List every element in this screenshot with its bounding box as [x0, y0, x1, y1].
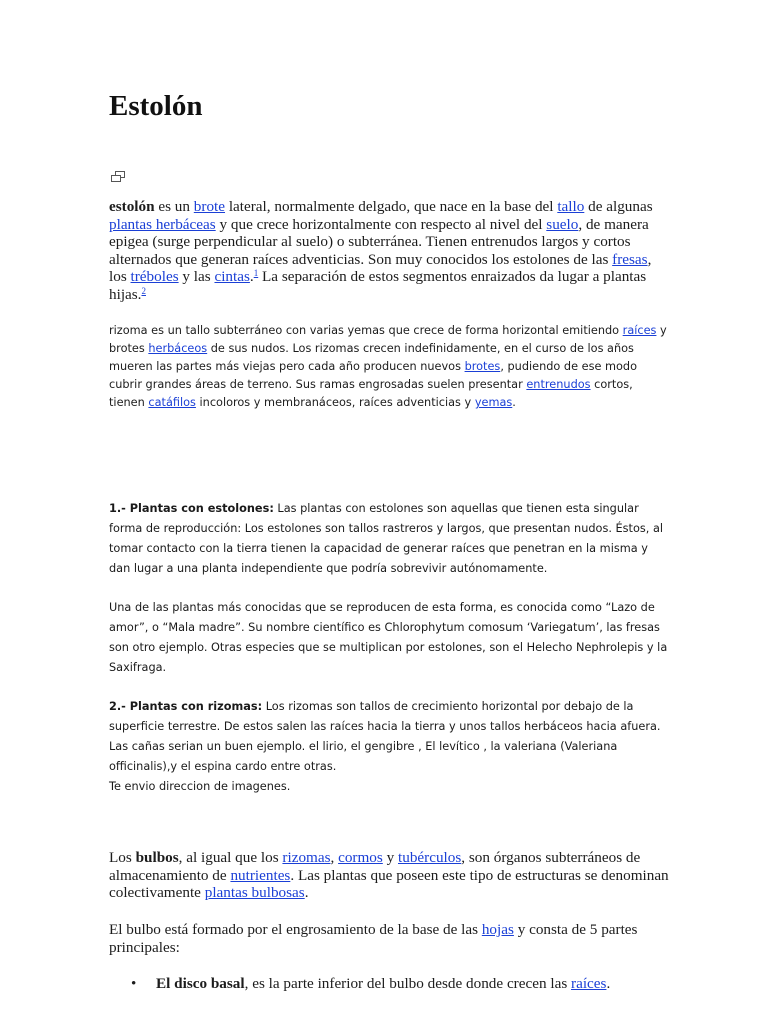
paragraph-plantas-rizomas: [109, 697, 669, 797]
paragraph-plantas-estolones: [109, 499, 669, 579]
text: , es la parte inferior del bulbo desde donde crecen las: [244, 975, 572, 992]
term-estolon: estolón: [109, 198, 155, 215]
link-treboles[interactable]: tréboles: [130, 268, 179, 286]
term-bulbos: bulbos: [135, 849, 179, 866]
text: .: [304, 884, 309, 902]
footnote-1-link[interactable]: 1: [253, 268, 259, 279]
text: incoloros y membranáceos, raíces adventicias y: [195, 396, 475, 409]
link-cormos[interactable]: cormos: [338, 849, 383, 866]
link-cintas[interactable]: cintas: [214, 268, 250, 286]
paragraph-lazo-de-amor: [109, 598, 669, 678]
link-raices-bulbo[interactable]: raíces: [571, 975, 607, 992]
paragraph-bulbos: [109, 849, 669, 902]
text: cortos, tienen: [109, 378, 633, 409]
link-tallo[interactable]: tallo: [557, 198, 585, 215]
link-plantas-herbaceas[interactable]: plantas herbáceas: [109, 215, 216, 233]
paragraph-rizoma: [109, 322, 669, 412]
text: Los rizomas son tallos de crecimiento horizontal por debajo de la superficie terrestre. De estos salen las raíces hacia la tierra y unos tallos herbáceos hacia afuera. Las cañas serian un buen ejemplo. el lirio, el gengibre , El levítico , la valeriana (Valeriana officinalis),y el espina cardo entre otras.: [109, 700, 661, 773]
list-item-text: [156, 975, 610, 993]
link-brote[interactable]: brote: [193, 198, 226, 215]
link-brotes[interactable]: brotes: [464, 360, 501, 373]
heading-plantas-rizomas: 2.- Plantas con rizomas:: [109, 700, 263, 713]
text: Las plantas con estolones son aquellas que tienen esta singular forma de reproducción: Los estolones son tallos rastreros y largos, que presentan nudos. Éstos, al tomar contacto con la tierra tienen la capacidad de generar raíces que penetran en la misma y dan lugar a una planta independiente que podría sobrevivir autónomamente.: [109, 502, 664, 575]
text: y las: [178, 268, 215, 286]
text: . Las plantas que poseen este tipo de estructuras se denominan colectivamente: [109, 866, 669, 902]
bullet-icon: •: [131, 975, 137, 992]
text: lateral, normalmente delgado, que nace en la base del: [225, 198, 558, 215]
heading-plantas-estolones: 1.- Plantas con estolones:: [109, 502, 274, 515]
link-plantas-bulbosas[interactable]: plantas bulbosas: [204, 884, 305, 902]
link-rizomas[interactable]: rizomas: [282, 849, 331, 866]
text: y que crece horizontalmente con respecto al nivel del: [215, 215, 547, 233]
link-fresas[interactable]: fresas: [612, 250, 648, 268]
broken-image-icon: [111, 169, 125, 180]
footnote-2-link[interactable]: 2: [141, 285, 146, 296]
paragraph-estolon: [109, 198, 659, 304]
link-entrenudos[interactable]: entrenudos: [526, 378, 591, 391]
text: , al igual que los: [178, 849, 283, 866]
text: y brotes: [109, 324, 667, 355]
text: , son órganos subterráneos de almacenamiento de: [109, 849, 641, 884]
link-tuberculos[interactable]: tubérculos: [398, 849, 462, 866]
paragraph-bulbo-partes: [109, 921, 669, 956]
text: Una de las plantas más conocidas que se reproducen de esta forma, es conocida como “Lazo de amor”, o “Mala madre”. Su nombre científico es Chlorophytum comosum ‘Variegatum’, las fresas son otro ejemplo. Otras especies que se multiplican por estolones, son el Helecho Nephrolepis y la Saxifraga.: [109, 601, 668, 674]
text: rizoma es un tallo subterráneo con varias yemas que crece de forma horizontal emitiendo: [109, 324, 623, 337]
text: , de manera epigea (surge perpendicular al suelo) o subterránea. Tienen entrenudos largos y cortos alternados que generan raíces adventicias. Son muy conocidos los estolones de las: [109, 215, 649, 268]
link-hojas[interactable]: hojas: [481, 921, 514, 938]
text: Los: [109, 849, 136, 866]
link-herbaceos[interactable]: herbáceos: [148, 342, 208, 355]
text: de algunas: [584, 198, 653, 215]
text: .: [512, 396, 516, 409]
term-disco-basal: El disco basal: [156, 975, 245, 992]
link-nutrientes[interactable]: nutrientes: [230, 866, 291, 884]
page-title: Estolón: [109, 90, 203, 122]
link-yemas[interactable]: yemas: [474, 396, 513, 409]
text: y: [382, 849, 398, 866]
text: de sus nudos. Los rizomas crecen indefinidamente, en el curso de los años mueren las partes más viejas pero cada año producen nuevos: [109, 342, 634, 373]
link-catafilos[interactable]: catáfilos: [148, 396, 196, 409]
text: ,: [330, 849, 339, 866]
text: , pudiendo de ese modo cubrir grandes áreas de terreno. Sus ramas engrosadas suelen presentar: [109, 360, 638, 391]
text: y consta de 5 partes principales:: [109, 921, 638, 956]
direccion-imagenes-text: Te envio direccion de imagenes.: [109, 780, 291, 793]
text: .: [606, 975, 611, 992]
text: El bulbo está formado por el engrosamiento de la base de las: [109, 921, 482, 938]
text: , los: [109, 250, 652, 286]
link-suelo[interactable]: suelo: [546, 215, 579, 233]
text: La separación de estos segmentos enraizados da lugar a plantas hijas.: [109, 268, 647, 303]
text: es un: [154, 198, 194, 215]
link-raices[interactable]: raíces: [622, 324, 657, 337]
text: .: [249, 268, 254, 286]
